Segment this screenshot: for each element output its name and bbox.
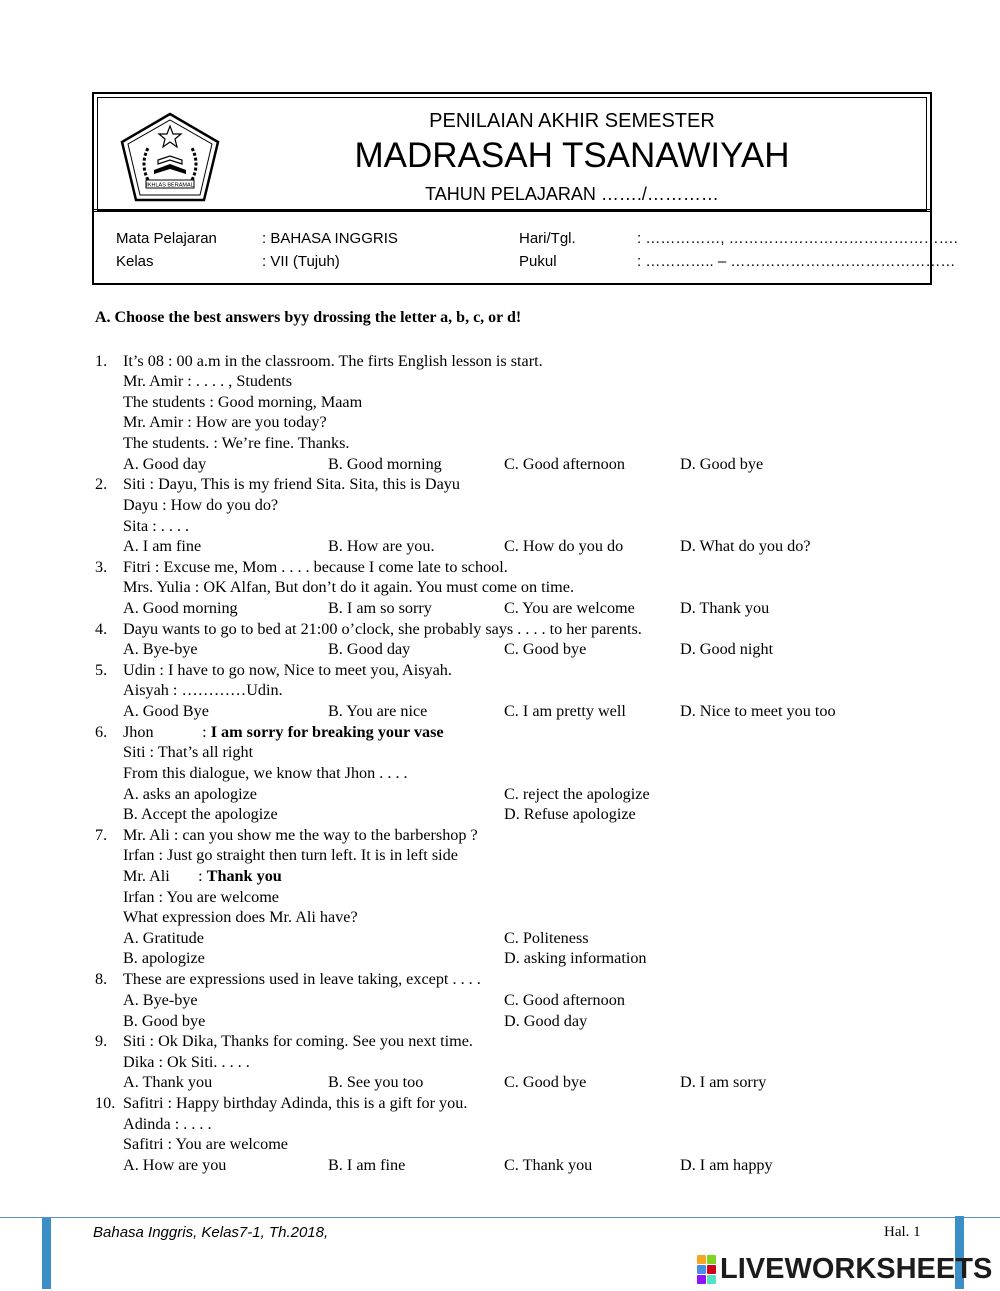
answer-option[interactable]: D. Thank you xyxy=(680,599,770,617)
answer-option[interactable]: C. I am pretty well xyxy=(504,702,626,720)
speaker-label: Jhon : xyxy=(123,723,211,741)
dialogue-line: Irfan : Just go straight then turn left. It is in left side xyxy=(123,846,458,864)
class-value: : VII (Tujuh) xyxy=(262,253,340,270)
answer-option[interactable]: B. Good day xyxy=(328,640,411,658)
question-number: 4. xyxy=(95,620,108,638)
dialogue-line: Safitri : You are welcome xyxy=(123,1135,288,1153)
footer-course-info: Bahasa Inggris, Kelas7-1, Th.2018, xyxy=(93,1224,329,1241)
answer-option[interactable]: B. Accept the apologize xyxy=(123,805,278,823)
emblem-motto: IKHLAS BERAMAL xyxy=(146,182,194,189)
day-date-blank: : ……………, ………………………………………. xyxy=(637,230,958,247)
question-number: 9. xyxy=(95,1032,108,1050)
answer-option[interactable]: B. apologize xyxy=(123,949,205,967)
dialogue-line: Mr. Amir : . . . . , Students xyxy=(123,372,293,390)
emphasized-utterance: Thank you xyxy=(206,867,282,885)
answer-option[interactable]: C. Thank you xyxy=(504,1156,593,1174)
answer-option[interactable]: C. You are welcome xyxy=(504,599,635,617)
page-number: Hal. 1 xyxy=(884,1224,921,1240)
ministry-emblem-icon xyxy=(118,112,222,204)
answer-option[interactable]: B. I am fine xyxy=(328,1156,406,1174)
brand-mark-tile xyxy=(697,1265,706,1274)
dialogue-line: Aisyah : …………Udin. xyxy=(123,681,283,699)
dialogue-line: The students. : We’re fine. Thanks. xyxy=(123,434,350,452)
question-number: 3. xyxy=(95,558,108,576)
answer-option[interactable]: C. Politeness xyxy=(504,929,589,947)
brand-name: LIVEWORKSHEETS xyxy=(720,1252,993,1285)
exam-type-title: PENILAIAN AKHIR SEMESTER xyxy=(429,110,715,132)
dialogue-line: Mrs. Yulia : OK Alfan, But don’t do it again. You must come on time. xyxy=(123,578,574,596)
question-number: 6. xyxy=(95,723,108,741)
dialogue-line xyxy=(123,866,282,886)
answer-option[interactable]: C. Good afternoon xyxy=(504,991,625,1009)
question-text: What expression does Mr. Ali have? xyxy=(123,908,358,926)
answer-option[interactable]: C. Good afternoon xyxy=(504,455,625,473)
answer-option[interactable]: D. What do you do? xyxy=(680,537,811,555)
answer-option[interactable]: B. Good bye xyxy=(123,1012,206,1030)
dialogue-line: Adinda : . . . . xyxy=(123,1115,212,1133)
answer-option[interactable]: D. asking information xyxy=(504,949,647,967)
answer-option[interactable]: D. I am sorry xyxy=(680,1073,767,1091)
answer-option[interactable]: A. Good morning xyxy=(123,599,238,617)
answer-option[interactable]: A. How are you xyxy=(123,1156,227,1174)
answer-option[interactable]: D. Nice to meet you too xyxy=(680,702,836,720)
footer-accent-bar-left xyxy=(42,1218,51,1289)
answer-option[interactable]: C. reject the apologize xyxy=(504,785,650,803)
question-number: 2. xyxy=(95,475,108,493)
question-number: 8. xyxy=(95,970,108,988)
answer-option[interactable]: B. See you too xyxy=(328,1073,424,1091)
brand-mark-tile xyxy=(707,1255,716,1264)
academic-year: TAHUN PELAJARAN ……./………… xyxy=(425,184,719,204)
dialogue-line: Mr. Amir : How are you today? xyxy=(123,413,327,431)
dialogue-line: Irfan : You are welcome xyxy=(123,888,279,906)
answer-option[interactable]: A. asks an apologize xyxy=(123,785,257,803)
answer-option[interactable]: A. Good day xyxy=(123,455,207,473)
question-text: It’s 08 : 00 a.m in the classroom. The firts English lesson is start. xyxy=(123,352,543,370)
header-divider xyxy=(94,209,930,212)
answer-option[interactable]: A. Bye-bye xyxy=(123,640,198,658)
footer-divider xyxy=(0,1217,1000,1218)
answer-option[interactable]: B. Good morning xyxy=(328,455,442,473)
dialogue-line: Mr. Ali : can you show me the way to the barbershop ? xyxy=(123,826,478,844)
time-label: Pukul xyxy=(519,253,557,270)
section-instruction: A. Choose the best answers byy drossing the letter a, b, c, or d! xyxy=(95,309,522,326)
answer-option[interactable]: B. I am so sorry xyxy=(328,599,432,617)
answer-option[interactable]: D. Good night xyxy=(680,640,774,658)
question-text: From this dialogue, we know that Jhon . . . . xyxy=(123,764,408,782)
brand-mark-tile xyxy=(697,1255,706,1264)
liveworksheets-logo[interactable] xyxy=(697,1253,992,1285)
answer-option[interactable]: A. Bye-bye xyxy=(123,991,198,1009)
day-label: Hari/Tgl. xyxy=(519,230,576,247)
question-text: Dayu wants to go to bed at 21:00 o’clock, she probably says . . . . to her parents. xyxy=(123,620,642,638)
dialogue-line: Sita : . . . . xyxy=(123,517,190,535)
answer-option[interactable]: D. Good bye xyxy=(680,455,764,473)
answer-option[interactable]: A. Gratitude xyxy=(123,929,204,947)
class-label: Kelas xyxy=(116,253,154,270)
brand-mark-tile xyxy=(707,1265,716,1274)
dialogue-line: The students : Good morning, Maam xyxy=(123,393,363,411)
brand-mark-tile xyxy=(707,1275,716,1284)
speaker-label: Mr. Ali : xyxy=(123,867,207,885)
question-text: These are expressions used in leave taking, except . . . . xyxy=(123,970,481,988)
brand-mark-tile xyxy=(697,1275,706,1284)
dialogue-line: Siti : Dayu, This is my friend Sita. Sita, this is Dayu xyxy=(123,475,460,493)
dialogue-line: Siti : Ok Dika, Thanks for coming. See you next time. xyxy=(123,1032,473,1050)
school-name-title: MADRASAH TSANAWIYAH xyxy=(354,136,790,175)
subject-label: Mata Pelajaran xyxy=(116,230,217,247)
emphasized-utterance: I am sorry for breaking your vase xyxy=(210,723,444,741)
answer-option[interactable]: C. How do you do xyxy=(504,537,624,555)
question-number: 10. xyxy=(95,1094,116,1112)
question-number: 5. xyxy=(95,661,108,679)
dialogue-line xyxy=(123,722,444,742)
answer-option[interactable]: D. Good day xyxy=(504,1012,588,1030)
dialogue-line: Safitri : Happy birthday Adinda, this is a gift for you. xyxy=(123,1094,468,1112)
question-number: 1. xyxy=(95,352,108,370)
answer-option[interactable]: C. Good bye xyxy=(504,640,587,658)
subject-value: : BAHASA INGGRIS xyxy=(262,230,398,247)
answer-option[interactable]: D. Refuse apologize xyxy=(504,805,636,823)
time-blank: : ………….. – ……………………………………… xyxy=(637,253,956,270)
answer-option[interactable]: D. I am happy xyxy=(680,1156,773,1174)
answer-option[interactable]: B. You are nice xyxy=(328,702,428,720)
dialogue-line: Dayu : How do you do? xyxy=(123,496,279,514)
header-title-panel xyxy=(97,97,927,211)
question-number: 7. xyxy=(95,826,108,844)
answer-option[interactable]: C. Good bye xyxy=(504,1073,587,1091)
exam-header xyxy=(92,92,958,285)
answer-option[interactable]: B. How are you. xyxy=(328,537,435,555)
answer-option[interactable]: A. I am fine xyxy=(123,537,202,555)
answer-option[interactable]: A. Thank you xyxy=(123,1073,213,1091)
liveworksheets-mark-icon xyxy=(697,1255,716,1284)
dialogue-line: Udin : I have to go now, Nice to meet you, Aisyah. xyxy=(123,661,452,679)
answer-option[interactable]: A. Good Bye xyxy=(123,702,209,720)
dialogue-line: Siti : That’s all right xyxy=(123,743,254,761)
dialogue-line: Fitri : Excuse me, Mom . . . . because I come late to school. xyxy=(123,558,508,576)
dialogue-line: Dika : Ok Siti. . . . . xyxy=(123,1053,250,1071)
